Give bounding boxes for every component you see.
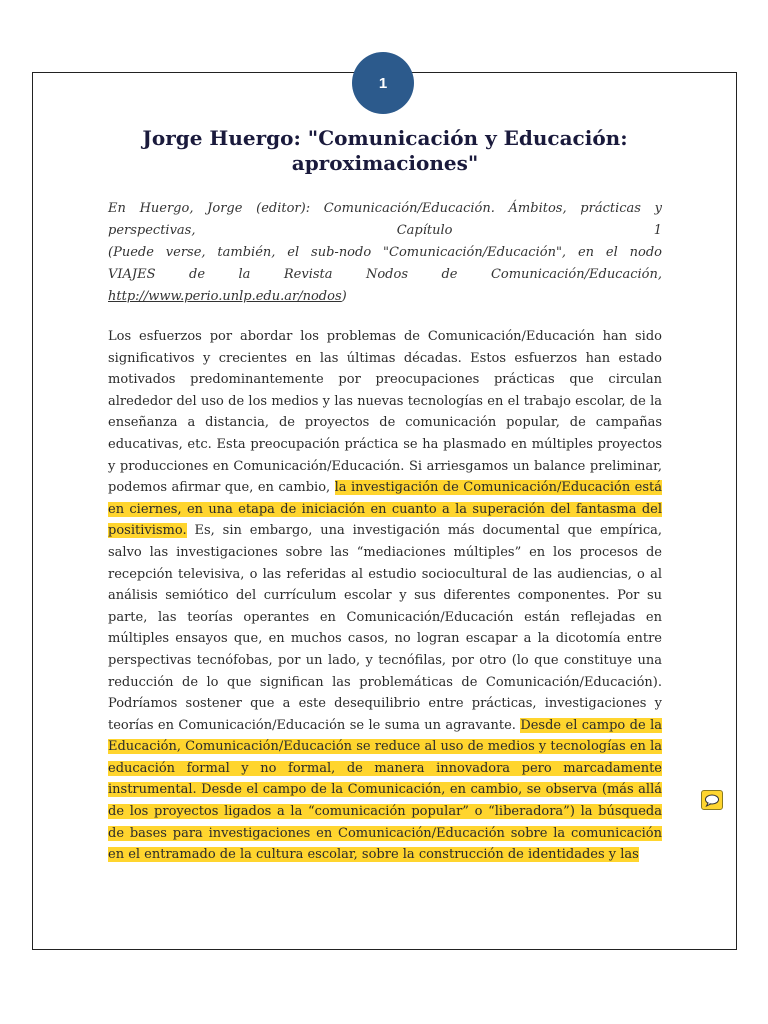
reference-chapter-number: 1	[653, 223, 662, 238]
highlight-2[interactable]: Desde el campo de la Educación, Comunicación/Educación se reduce al uso de medios y tecnologías en la educación formal y no formal, de manera innovadora pero marcadamente instrumental. Desde el campo de la Comunicación, en cambio, se observa (más allá de los proyectos ligados a la “comunicación popular” o “liberadora”) la búsqueda de bases para investigaciones en Comunicación/Educación sobre la comunicación en el entramado de la cultura escolar, sobre la construcción de identidades y las	[108, 717, 662, 863]
reference-line-4: VIAJES de la Revista Nodos de Comunicación/Educación,	[108, 267, 662, 282]
comment-bubble-icon	[704, 794, 720, 807]
nodos-link[interactable]: http://www.perio.unlp.edu.ar/nodos	[108, 289, 342, 304]
reference-capitulo: Capítulo	[396, 223, 453, 238]
reference-line-2	[108, 220, 662, 242]
document-title: Jorge Huergo: "Comunicación y Educación: aproximaciones"	[142, 126, 628, 175]
reference-line-3: (Puede verse, también, el sub-nodo "Comunicación/Educación", en el nodo	[108, 245, 662, 260]
reference-block	[108, 198, 662, 308]
body-paragraph	[108, 326, 662, 866]
page-number: 1	[378, 74, 388, 92]
reference-perspectivas: perspectivas,	[108, 223, 196, 238]
body-text-2: Es, sin embargo, una investigación más documental que empírica, salvo las investigaciones sobre las “mediaciones múltiples” en los procesos de recepción televisiva, o las referidas al estudio sociocultural de las audiencias, o al análisis semiótico del currículum escolar y sus diferentes componentes. Por su parte, las teorías operantes en Comunicación/Educación están reflejadas en múltiples ensayos que, en muchos casos, no logran escapar a la dicotomía entre perspectivas tecnófobas, por un lado, y tecnófilas, por otro (lo que constituye una reducción de lo que significan las problemáticas de Comunicación/Educación). Podríamos sostener que a este desequilibrio entre prácticas, investigaciones y teorías en Comunicación/Educación se le suma un agravante.	[108, 523, 662, 733]
body-text-1: Los esfuerzos por abordar los problemas de Comunicación/Educación han sido significativos y crecientes en las últimas décadas. Estos esfuerzos han estado motivados predominantemente por preocupaciones prácticas que circulan alrededor del uso de los medios y las nuevas tecnologías en el trabajo escolar, de la enseñanza a distancia, de proyectos de comunicación popular, de campañas educativas, etc. Esta preocupación práctica se ha plasmado en múltiples proyectos y producciones en Comunicación/Educación. Si arriesgamos un balance preliminar, podemos afirmar que, en cambio,	[108, 329, 662, 496]
page-number-badge	[352, 52, 414, 114]
comment-icon[interactable]	[701, 790, 723, 810]
reference-close-paren: )	[341, 289, 347, 304]
highlight-1[interactable]: la investigación de Comunicación/Educación está en ciernes, en una etapa de iniciación en cuanto a la superación del fantasma del positivismo.	[108, 480, 663, 539]
reference-line-1: En Huergo, Jorge (editor): Comunicación/Educación. Ámbitos, prácticas y	[108, 201, 662, 216]
reference-line-5	[108, 286, 662, 308]
